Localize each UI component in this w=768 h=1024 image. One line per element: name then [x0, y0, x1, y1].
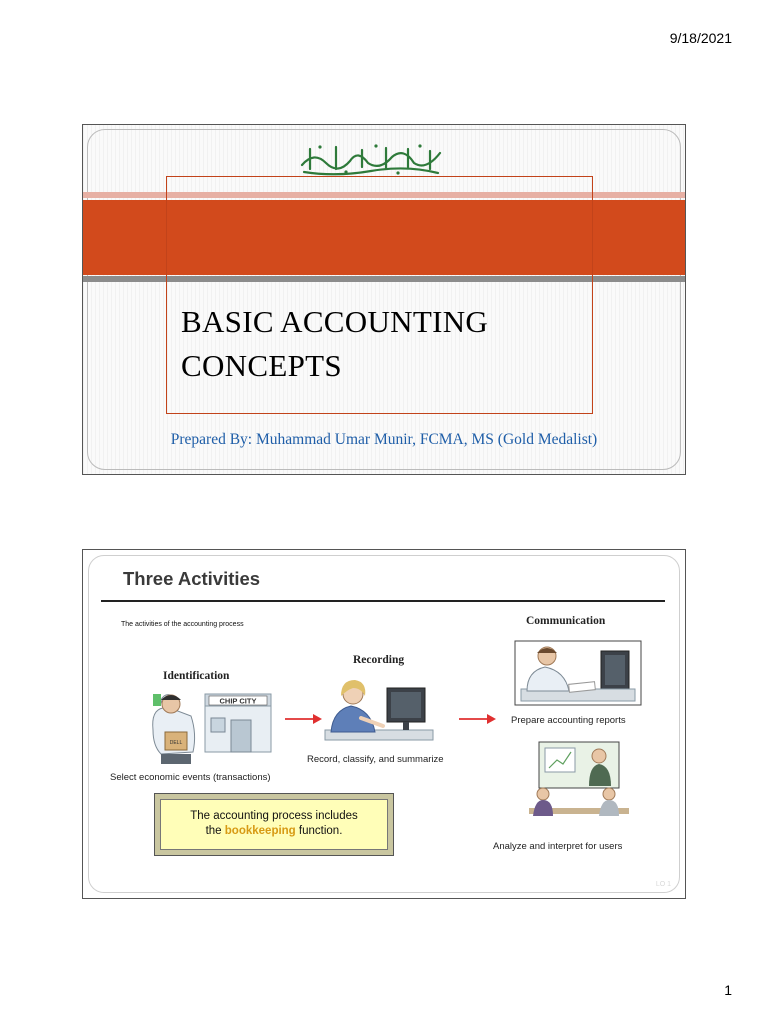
- three-activities-slide: [82, 549, 686, 899]
- callout-suffix: function.: [295, 825, 343, 837]
- recording-illustration-icon: [321, 674, 441, 752]
- identification-caption: Select economic events (transactions): [110, 772, 271, 783]
- slide-title: [181, 300, 488, 388]
- slide-title: Three Activities: [123, 568, 261, 589]
- recording-label: Recording: [353, 654, 405, 666]
- communication-caption-top: Prepare accounting reports: [511, 715, 626, 726]
- arrow-right-icon: [285, 713, 323, 725]
- communication-users-illustration-icon: [519, 738, 641, 828]
- slide-title-line2: CONCEPTS: [181, 348, 342, 383]
- arrow-right-icon: [459, 713, 497, 725]
- dell-box-label: DELL: [169, 740, 183, 746]
- communication-label: Communication: [526, 615, 606, 627]
- page-date: 9/18/2021: [669, 30, 732, 46]
- communication-caption-bottom: Analyze and interpret for users: [493, 841, 623, 852]
- identification-illustration-icon: [147, 690, 277, 765]
- communication-report-illustration-icon: [513, 639, 643, 709]
- learning-objective-tag: LO 1: [655, 881, 671, 888]
- page-number: 1: [724, 982, 732, 998]
- identification-label: Identification: [163, 670, 230, 682]
- callout-line1: The accounting process includes: [190, 810, 358, 822]
- title-slide: [82, 124, 686, 475]
- prepared-by: Prepared By: Muhammad Umar Munir, FCMA, MS (Gold Medalist): [170, 431, 598, 448]
- callout-text: [160, 809, 388, 839]
- chip-city-sign: CHIP CITY: [219, 696, 257, 706]
- slide-title-line1: BASIC ACCOUNTING: [181, 304, 489, 339]
- slide-subtitle: The activities of the accounting process: [121, 621, 244, 628]
- callout-line2: [160, 824, 388, 839]
- bookkeeping-callout: [154, 793, 394, 856]
- bookkeeping-highlight: bookkeeping: [224, 825, 296, 837]
- bismillah-calligraphy-icon: [296, 141, 446, 177]
- title-rule: [101, 600, 665, 602]
- recording-caption: Record, classify, and summarize: [307, 754, 444, 765]
- callout-prefix: the: [205, 825, 225, 837]
